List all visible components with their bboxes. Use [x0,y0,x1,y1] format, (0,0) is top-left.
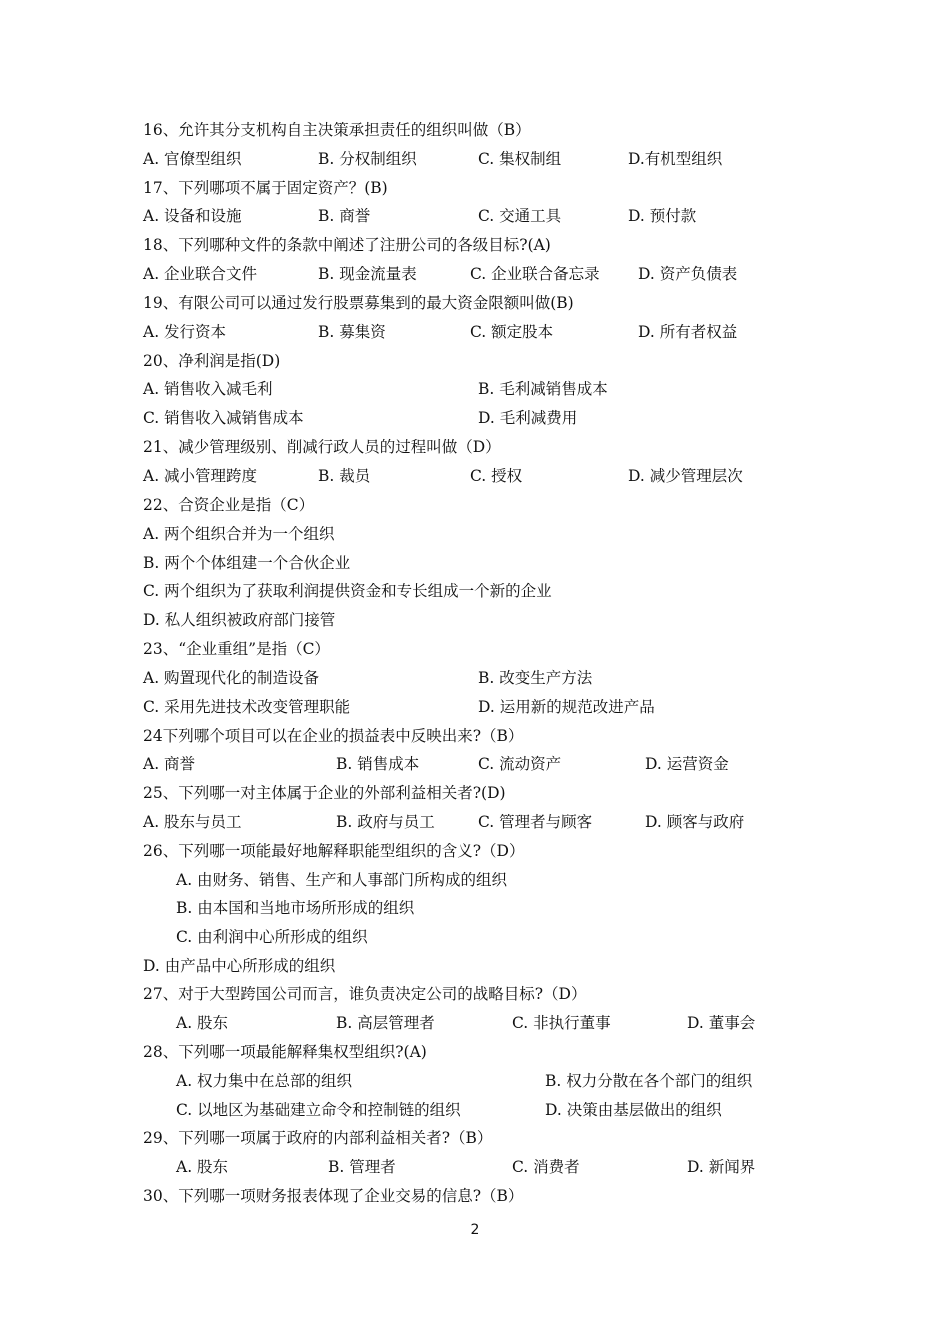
option-text: A. 官僚型组织 [143,150,242,168]
line-text: C. 由利润中心所形成的组织 [176,928,368,946]
option-text: B. 募集资 [318,323,386,341]
options-row [0,404,950,433]
option-text: D. 资产负债表 [638,265,738,283]
option-text: A. 商誉 [143,755,196,773]
option-text: A. 股东 [176,1158,229,1176]
options-row [0,1009,950,1038]
question-line [0,174,950,203]
line-text: A. 由财务、销售、生产和人事部门所构成的组织 [176,871,508,889]
line-text: 18、下列哪种文件的条款中阐述了注册公司的各级目标?(A) [143,236,551,254]
question-line [0,635,950,664]
option-text: B. 分权制组织 [318,150,417,168]
option-text: C. 以地区为基础建立命令和控制链的组织 [176,1101,461,1119]
option-text: C. 采用先进技术改变管理职能 [143,698,351,716]
option-text: C. 授权 [470,467,523,485]
option-text: A. 权力集中在总部的组织 [176,1072,353,1090]
option-text: C. 企业联合备忘录 [470,265,600,283]
option-line [0,549,950,578]
options-row [0,1096,950,1125]
option-line [0,894,950,923]
question-line [0,980,950,1009]
option-line [0,866,950,895]
option-text: C. 流动资产 [478,755,562,773]
options-row [0,693,950,722]
page-number: 2 [470,1222,480,1238]
line-text: A. 两个组织合并为一个组织 [143,525,335,543]
option-line [0,520,950,549]
option-text: A. 购置现代化的制造设备 [143,669,320,687]
line-text: 17、下列哪项不属于固定资产？(B) [143,179,388,197]
options-row [0,202,950,231]
option-text: B. 管理者 [328,1158,396,1176]
question-line [0,722,950,751]
option-text: C. 非执行董事 [512,1014,611,1032]
line-text: 29、下列哪一项属于政府的内部利益相关者?（B） [143,1129,493,1147]
option-line [0,606,950,635]
line-text: 16、允许其分支机构自主决策承担责任的组织叫做（B） [143,121,531,139]
option-text: A. 股东 [176,1014,229,1032]
line-text: C. 两个组织为了获取利润提供资金和专长组成一个新的企业 [143,582,552,600]
options-row [0,1153,950,1182]
question-line [0,347,950,376]
option-text: D. 运用新的规范改进产品 [478,698,655,716]
option-text: B. 改变生产方法 [478,669,593,687]
option-text: A. 发行资本 [143,323,227,341]
option-text: D. 决策由基层做出的组织 [545,1101,722,1119]
line-text: 25、下列哪一对主体属于企业的外部利益相关者?(D) [143,784,506,802]
options-row [0,260,950,289]
option-text: B. 政府与员工 [336,813,435,831]
option-text: C. 消费者 [512,1158,580,1176]
line-text: D. 由产品中心所形成的组织 [143,957,336,975]
option-text: D.有机型组织 [628,150,723,168]
option-text: B. 销售成本 [336,755,420,773]
option-text: B. 裁员 [318,467,371,485]
line-text: 26、下列哪一项能最好地解释职能型组织的含义?（D） [143,842,525,860]
option-text: C. 集权制组 [478,150,562,168]
line-text: 24下列哪个项目可以在企业的损益表中反映出来?（B） [143,727,524,745]
option-text: D. 顾客与政府 [645,813,745,831]
option-text: D. 毛利减费用 [478,409,578,427]
question-line [0,837,950,866]
options-row [0,145,950,174]
question-line [0,433,950,462]
option-text: C. 额定股本 [470,323,554,341]
option-text: C. 管理者与顾客 [478,813,593,831]
option-text: B. 权力分散在各个部门的组织 [545,1072,753,1090]
option-line [0,923,950,952]
question-line [0,779,950,808]
option-text: D. 预付款 [628,207,697,225]
options-row [0,375,950,404]
question-line [0,116,950,145]
option-line [0,577,950,606]
option-text: C. 交通工具 [478,207,562,225]
option-text: D. 减少管理层次 [628,467,743,485]
option-text: A. 企业联合文件 [143,265,258,283]
option-text: B. 高层管理者 [336,1014,435,1032]
question-line [0,289,950,318]
question-line [0,491,950,520]
option-text: A. 销售收入减毛利 [143,380,273,398]
options-row [0,664,950,693]
options-row [0,808,950,837]
line-text: 21、减少管理级别、削减行政人员的过程叫做（D） [143,438,501,456]
line-text: 19、有限公司可以通过发行股票募集到的最大资金限额叫做(B) [143,294,574,312]
question-line [0,1182,950,1211]
line-text: D. 私人组织被政府部门接管 [143,611,336,629]
option-text: B. 商誉 [318,207,371,225]
line-text: 28、下列哪一项最能解释集权型组织?(A) [143,1043,427,1061]
option-text: A. 股东与员工 [143,813,242,831]
options-row [0,462,950,491]
option-text: A. 设备和设施 [143,207,242,225]
line-text: 23、“企业重组”是指（C） [143,640,330,658]
line-text: 22、合资企业是指（C） [143,496,315,514]
options-row [0,750,950,779]
options-row [0,318,950,347]
question-line [0,1124,950,1153]
line-text: 27、对于大型跨国公司而言，谁负责决定公司的战略目标?（D） [143,985,587,1003]
line-text: 20、净利润是指(D) [143,352,281,370]
question-line [0,1038,950,1067]
question-line [0,231,950,260]
options-row [0,1067,950,1096]
option-line [0,952,950,981]
line-text: 30、下列哪一项财务报表体现了企业交易的信息?（B） [143,1187,524,1205]
option-text: B. 毛利减销售成本 [478,380,608,398]
option-text: A. 减小管理跨度 [143,467,258,485]
line-text: B. 两个个体组建一个合伙企业 [143,554,351,572]
option-text: C. 销售收入减销售成本 [143,409,304,427]
option-text: D. 所有者权益 [638,323,738,341]
option-text: D. 运营资金 [645,755,729,773]
line-text: B. 由本国和当地市场所形成的组织 [176,899,415,917]
option-text: D. 新闻界 [687,1158,756,1176]
option-text: B. 现金流量表 [318,265,417,283]
option-text: D. 董事会 [687,1014,756,1032]
